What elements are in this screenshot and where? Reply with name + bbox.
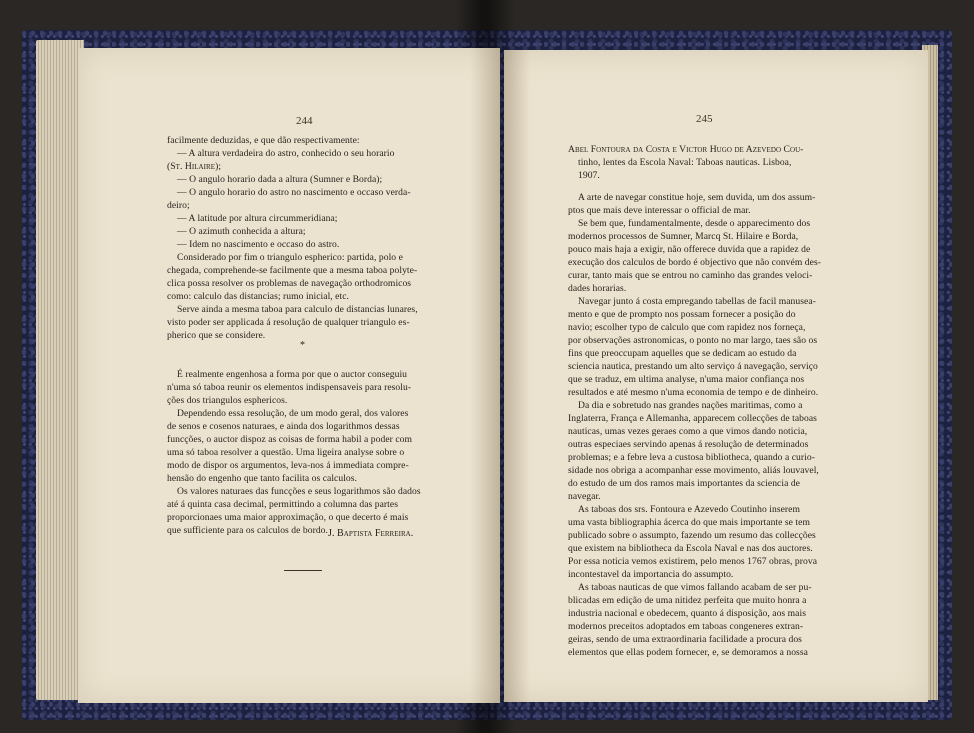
text-line: blicadas em edição de uma nitidez perfeita que muito honra a: [568, 595, 807, 606]
text-line: As taboas nauticas de que vimos fallando acabam de ser pu-: [578, 582, 812, 593]
text-line: funcções, o auctor dispoz as coisas de forma habil a poder com: [167, 434, 412, 445]
text-line: Da dia e sobretudo nas grandes nações maritimas, como a: [578, 400, 803, 411]
text-line: A arte de navegar constitue hoje, sem duvida, um dos assum-: [578, 192, 816, 203]
text-line: Se bem que, fundamentalmente, desde o apparecimento dos: [578, 218, 811, 229]
text-line: sidade nos obriga a acompanhar esse movimento, aliás louvavel,: [568, 465, 819, 476]
text-line: proporcionaes uma maior approximação, o que decerto é mais: [167, 512, 409, 523]
text-line: — O angulo horario dada a altura (Sumner e Borda);: [177, 174, 383, 185]
text-line: hensão do engenho que tanto facilita os calculos.: [167, 473, 358, 484]
text-line: mento e que de prompto nos possam fornecer a posição do: [568, 309, 796, 320]
text-line: de senos e cosenos naturaes, e ainda dos logarithmos dessas: [167, 421, 400, 432]
text-line: — A latitude por altura circummeridiana;: [177, 213, 338, 224]
text-line: Considerado por fim o triangulo espherico: partida, polo e: [177, 252, 403, 263]
text-line: até á quinta casa decimal, permittindo a columna das partes: [167, 499, 398, 510]
text-line: ções dos triangulos esphericos.: [167, 395, 288, 406]
text-line: pouco mais haja a exigir, não offerece duvida que a rapidez de: [568, 244, 811, 255]
text-line: fins que preoccupam aquelles que se dedicam ao estudo da: [568, 348, 797, 359]
text-line: modernos preceitos adoptados em taboas congeneres extran-: [568, 621, 804, 632]
text-line: — Idem no nascimento e occaso do astro.: [177, 239, 340, 250]
text-line: n'uma só taboa reunir os elementos indispensaveis para resolu-: [167, 382, 412, 393]
text-line: elementos que ellas podem fornecer, e, se demoramos a nossa: [568, 647, 808, 658]
text-line: industria nacional e obedecem, quanto á disposição, aos mais: [568, 608, 806, 619]
text-line: resultados e até mesmo n'uma economia de tempo e de dinheiro.: [568, 387, 819, 398]
text-line: outras especiaes servindo apenas á resolução de determinados: [568, 439, 809, 450]
section-asterisk: *: [300, 340, 305, 351]
right-page: [504, 50, 928, 702]
page-edges-left: [36, 40, 84, 700]
gutter-shadow: [504, 50, 530, 702]
text-line: É realmente engenhosa a forma por que o auctor conseguiu: [177, 369, 408, 380]
text-line: 1907.: [578, 170, 600, 181]
text-line: deiro;: [167, 200, 190, 211]
page-number: 244: [296, 115, 313, 127]
left-page: [78, 48, 500, 703]
text-line: curar, tanto mais que se entrou no caminho das grandes veloci-: [568, 270, 813, 281]
text-line: modo de dispor os argumentos, leva-nos á immediata compre-: [167, 460, 409, 471]
text-line: que existem na bibliotheca da Escola Naval e nas dos auctores.: [568, 543, 813, 554]
text-line: pherico que se considere.: [167, 330, 266, 341]
text-line: uma vasta bibliographia ácerca do que mais importante se tem: [568, 517, 810, 528]
page-number: 245: [696, 113, 713, 125]
text-line: do estudo de um dos ramos mais importantes da sciencia de: [568, 478, 800, 489]
author-signature: J. Baptista Ferreira.: [328, 528, 414, 539]
text-line: visto poder ser applicada á resolução de qualquer triangulo es-: [167, 317, 410, 328]
text-line: problemas; e a febre leva a custosa bibliotheca, quando a curio-: [568, 452, 815, 463]
text-line: chegada, comprehende-se facilmente que a mesma taboa polyte-: [167, 265, 418, 276]
text-line: nauticas, umas vezes geraes como a que vimos dando noticia,: [568, 426, 808, 437]
text-line: incontestavel da importancia do assumpto.: [568, 569, 734, 580]
text-line: — O azimuth conhecida a altura;: [177, 226, 306, 237]
text-line: geiras, sendo de uma extraordinaria facilidade a procura dos: [568, 634, 802, 645]
text-line: como: calculo das distancias; rumo inicial, etc.: [167, 291, 349, 302]
text-line: Dependendo essa resolução, de um modo geral, dos valores: [177, 408, 409, 419]
text-line: As taboas dos srs. Fontoura e Azevedo Coutinho inserem: [578, 504, 800, 515]
text-line: Serve ainda a mesma taboa para calculo de distancias lunares,: [177, 304, 418, 315]
text-line: Navegar junto á costa empregando tabellas de facil manusea-: [578, 296, 816, 307]
gutter-shadow: [470, 48, 500, 703]
text-line: facilmente deduzidas, e que dão respectivamente:: [167, 135, 360, 146]
text-line: Inglaterra, França e Allemanha, apparecem collecções de taboas: [568, 413, 817, 424]
text-line: modernos processos de Sumner, Marcq St. Hilaire e Borda,: [568, 231, 799, 242]
text-line: navegar.: [568, 491, 601, 502]
text-line: Abel Fontoura da Costa e Victor Hugo de Azevedo Cou-: [568, 144, 804, 155]
text-line: Os valores naturaes das funcções e seus logarithmos são dados: [177, 486, 421, 497]
text-line: que se traduz, em ultima analyse, n'uma maior confiança nos: [568, 374, 805, 385]
divider-rule: [284, 570, 322, 571]
text-line: ptos que mais deve interessar o official de mar.: [568, 205, 751, 216]
text-line: execução dos calculos de bordo é objectivo que não convém des-: [568, 257, 821, 268]
text-line: (St. Hilaire);: [167, 161, 222, 172]
text-line: sciencia nautica, prestando um alto serviço á navegação, serviço: [568, 361, 818, 372]
text-line: dades horarias.: [568, 283, 627, 294]
text-line: que sufficiente para os calculos de bordo.: [167, 525, 328, 536]
text-line: uma só taboa resolver a questão. Uma ligeira analyse sobre o: [167, 447, 405, 458]
text-line: por observações astronomicas, o ponto no mar largo, taes são os: [568, 335, 818, 346]
text-line: — O angulo horario do astro no nascimento e occaso verda-: [177, 187, 411, 198]
text-line: Por essa noticia vemos existirem, pelo menos 1767 obras, prova: [568, 556, 818, 567]
text-line: tinho, lentes da Escola Naval: Taboas nauticas. Lisboa,: [578, 157, 792, 168]
text-line: publicado sobre o assumpto, fazendo um resumo das collecções: [568, 530, 816, 541]
text-line: clica possa resolver os problemas de navegação orthodromicos: [167, 278, 412, 289]
text-line: navio; escolher typo de calculo que com rapidez nos forneça,: [568, 322, 806, 333]
text-line: — A altura verdadeira do astro, conhecido o seu horario: [177, 148, 395, 159]
